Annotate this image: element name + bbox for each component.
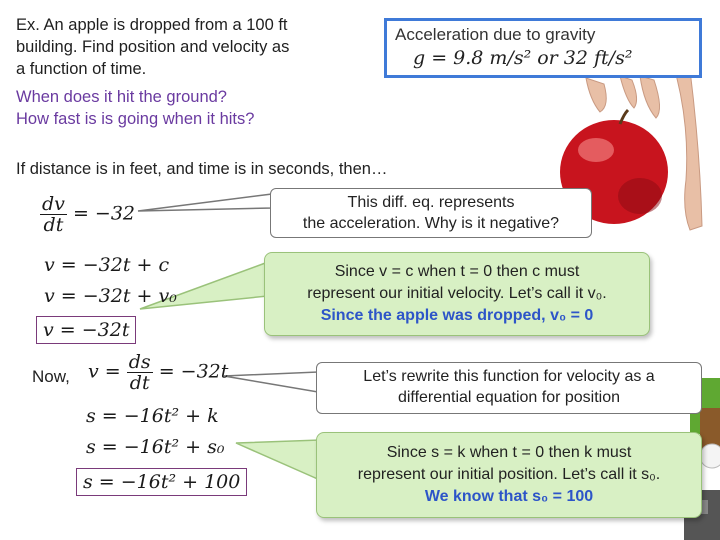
position-step: s = −16t² + s₀: [86, 436, 225, 458]
question-line: How fast is is going when it hits?: [16, 110, 255, 128]
problem-statement: [16, 14, 346, 130]
fraction-denominator: dt: [43, 214, 64, 236]
position-result: s = −16t² + 100: [76, 468, 247, 496]
velocity-result: v = −32t: [36, 316, 136, 344]
callout-line: the acceleration. Why is it negative?: [302, 215, 560, 232]
callout-line: represent our initial position. Let’s call it s₀.: [357, 466, 661, 483]
callout-line: Since v = c when t = 0 then c must: [334, 263, 580, 280]
callout-diff-eq: [270, 188, 592, 238]
callout-line: differential equation for position: [397, 389, 621, 406]
callout-rewrite: [316, 362, 702, 414]
now-label: Now,: [32, 367, 70, 386]
callout-line: This diff. eq. represents: [347, 194, 515, 211]
dv-dt-fraction: [40, 194, 67, 235]
equation-lhs: v =: [88, 360, 121, 383]
callout-line: represent our initial velocity. Let’s call it v₀.: [307, 285, 607, 302]
callout-initial-velocity: [264, 252, 650, 336]
problem-line: a function of time.: [16, 60, 147, 78]
fraction-denominator: dt: [129, 372, 150, 394]
fraction-numerator: dv: [42, 193, 65, 215]
problem-line: building. Find position and velocity as: [16, 38, 290, 56]
gravity-box: [384, 18, 702, 78]
callout-pointer: [224, 372, 318, 392]
callout-line: Let’s rewrite this function for velocity as a: [363, 368, 655, 385]
gravity-title: Acceleration due to gravity: [395, 25, 596, 44]
position-step: s = −16t² + k: [86, 405, 219, 427]
callout-line: Since s = k when t = 0 then k must: [386, 444, 632, 461]
fraction-numerator: ds: [128, 351, 151, 373]
callout-initial-position: [316, 432, 702, 518]
equation-rhs: = −32: [72, 202, 136, 225]
velocity-step: v = −32t + v₀: [44, 285, 177, 307]
gravity-equation: g = 9.8 m/s² or 32 ft/s²: [413, 47, 633, 69]
velocity-diff-eq: [40, 194, 135, 235]
callout-pointer: [138, 194, 272, 211]
callout-pointer: [236, 440, 320, 480]
equation-rhs: = −32t: [158, 360, 229, 383]
intro-text: If distance is in feet, and time is in seconds, then…: [16, 160, 388, 178]
position-diff-eq: [88, 352, 228, 393]
ds-dt-fraction: [127, 352, 153, 393]
callout-highlight: Since the apple was dropped, v₀ = 0: [320, 307, 594, 324]
callout-highlight: We know that s₀ = 100: [424, 488, 594, 505]
velocity-step: v = −32t + c: [44, 254, 170, 276]
question-line: When does it hit the ground?: [16, 88, 227, 106]
problem-line: Ex. An apple is dropped from a 100 ft: [16, 16, 288, 34]
